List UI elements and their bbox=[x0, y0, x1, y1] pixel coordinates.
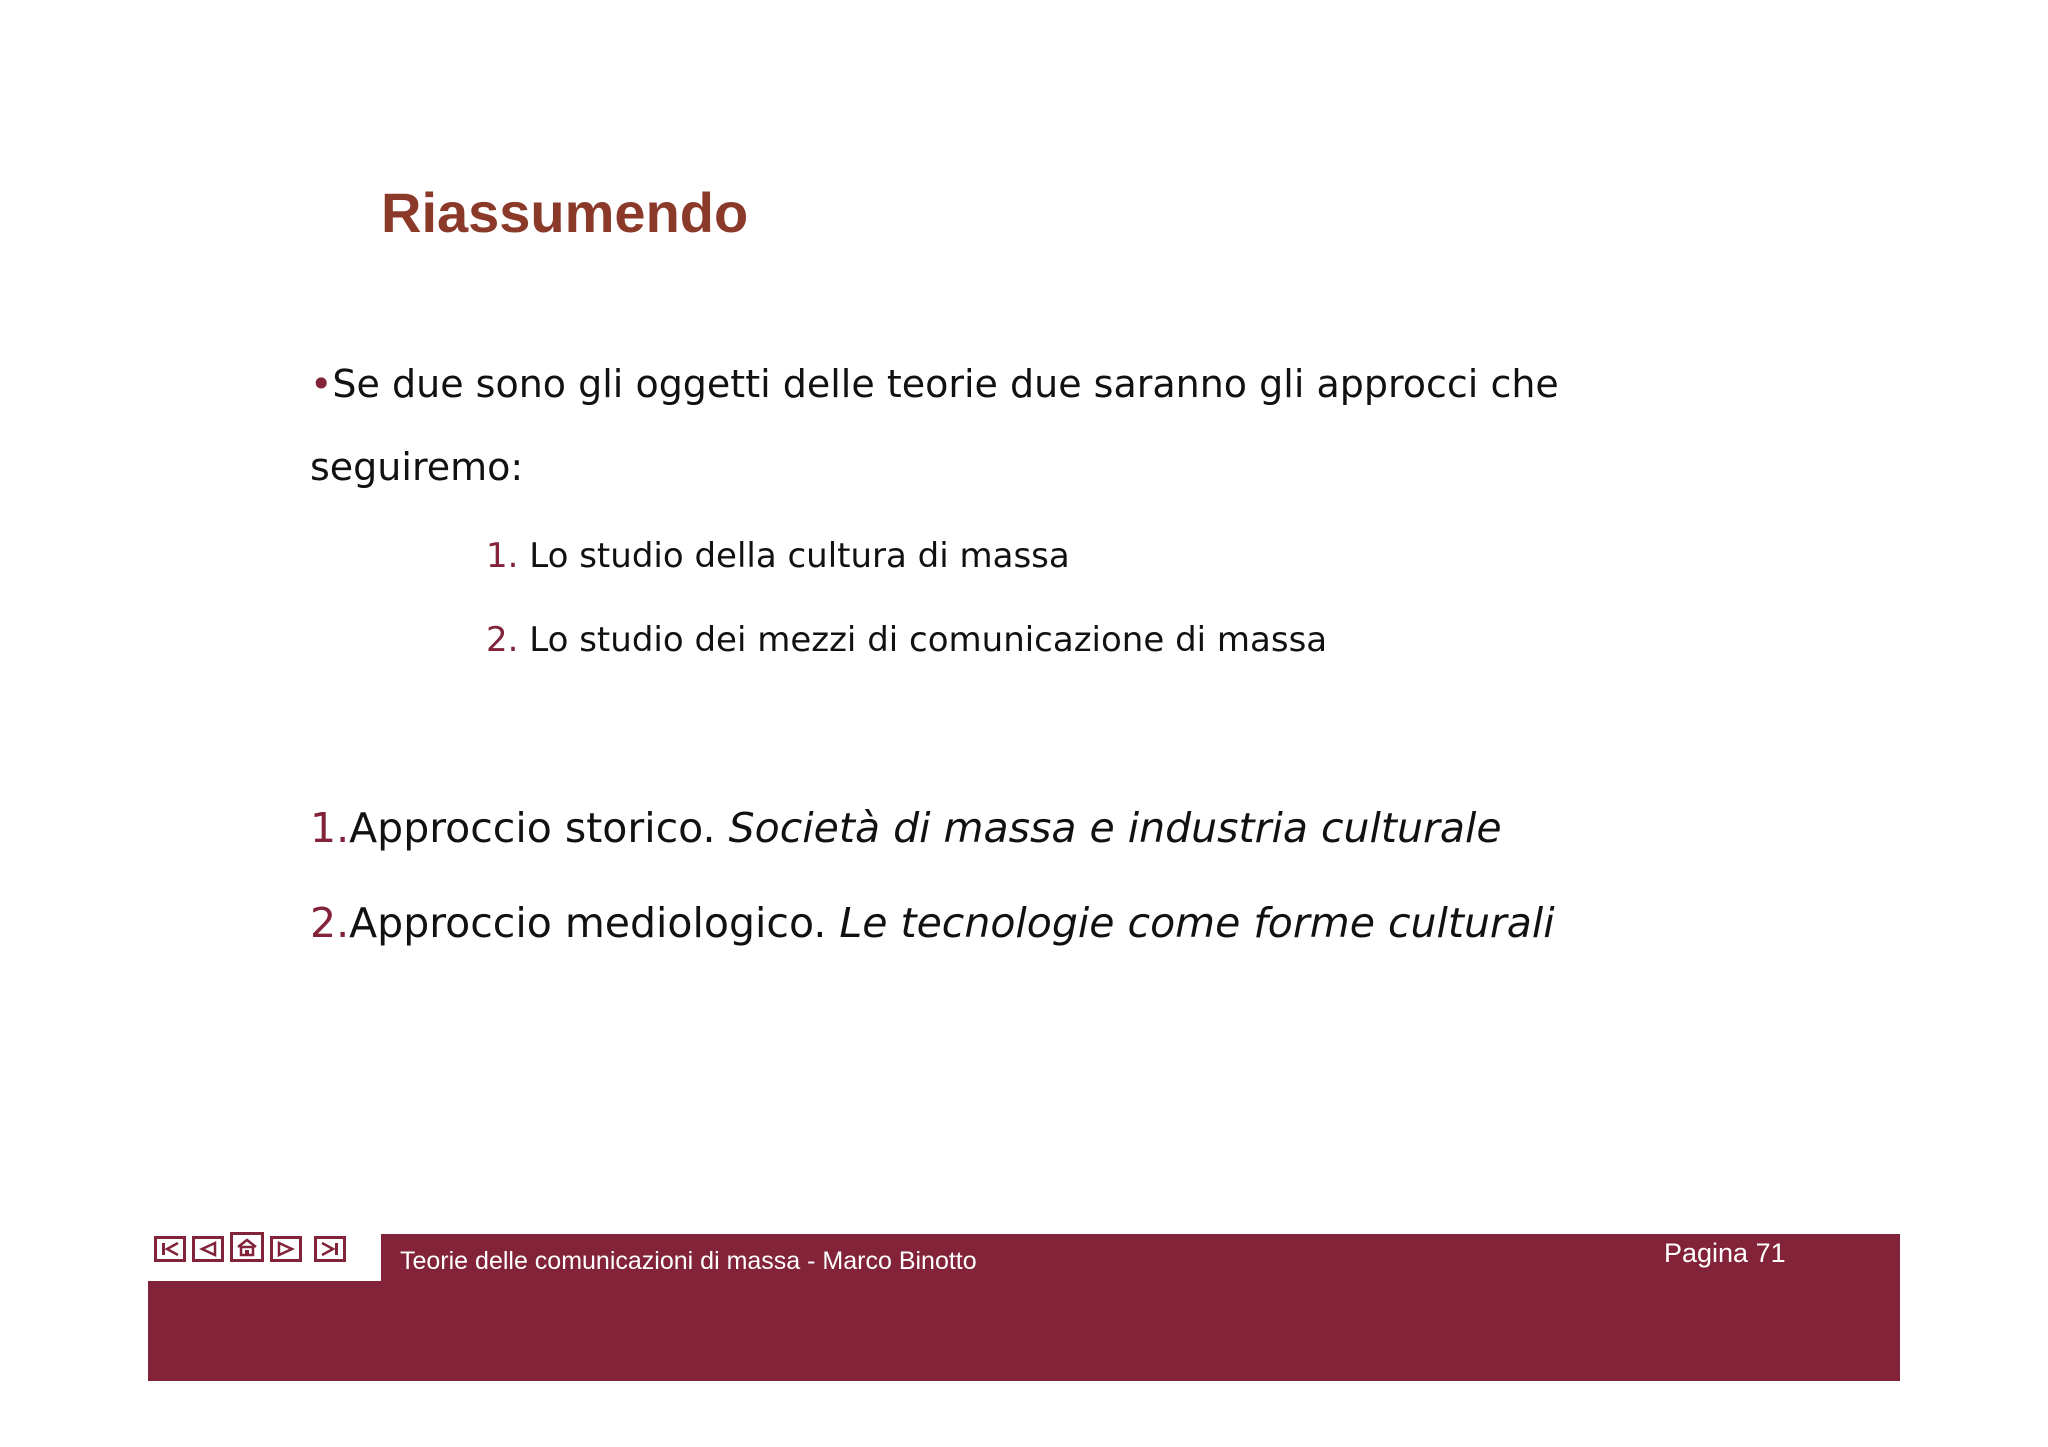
next-page-button[interactable] bbox=[270, 1236, 302, 1262]
approach-italic: Società di massa e industria culturale bbox=[728, 804, 1502, 852]
approach-text: Approccio storico. bbox=[349, 804, 729, 852]
approach-item bbox=[310, 804, 1502, 852]
last-page-icon bbox=[319, 1241, 341, 1257]
home-icon bbox=[235, 1237, 259, 1257]
intro-line-2: seguiremo: bbox=[310, 445, 524, 489]
approach-text: Approccio mediologico. bbox=[349, 899, 840, 947]
slide-title: Riassumendo bbox=[381, 181, 749, 244]
approach-number: 2. bbox=[310, 899, 350, 947]
footer-course: Teorie delle comunicazioni di massa - Marco Binotto bbox=[400, 1247, 977, 1275]
sub-item-number: 1. bbox=[486, 536, 519, 576]
previous-page-icon bbox=[197, 1241, 219, 1257]
first-page-icon bbox=[159, 1241, 181, 1257]
slide-navigation bbox=[154, 1232, 346, 1262]
page-number: Pagina 71 bbox=[1664, 1238, 1786, 1268]
bullet: • bbox=[310, 362, 333, 406]
previous-page-button[interactable] bbox=[192, 1236, 224, 1262]
last-page-button[interactable] bbox=[314, 1236, 346, 1262]
sub-item bbox=[486, 536, 1070, 576]
sub-item-text: Lo studio dei mezzi di comunicazione di massa bbox=[529, 620, 1328, 660]
intro-line-1 bbox=[310, 362, 1559, 406]
intro-text-1: Se due sono gli oggetti delle teorie due saranno gli approcci che bbox=[332, 362, 1559, 406]
footer-divider bbox=[148, 1277, 381, 1281]
sub-item-text: Lo studio della cultura di massa bbox=[529, 536, 1070, 576]
home-button[interactable] bbox=[230, 1232, 264, 1262]
approach-number: 1. bbox=[310, 804, 350, 852]
sub-item-number: 2. bbox=[486, 620, 519, 660]
first-page-button[interactable] bbox=[154, 1236, 186, 1262]
approach-item bbox=[310, 899, 1555, 947]
next-page-icon bbox=[275, 1241, 297, 1257]
sub-item bbox=[486, 620, 1327, 660]
approach-italic: Le tecnologie come forme culturali bbox=[839, 899, 1555, 947]
footer-bar bbox=[148, 1280, 1900, 1381]
